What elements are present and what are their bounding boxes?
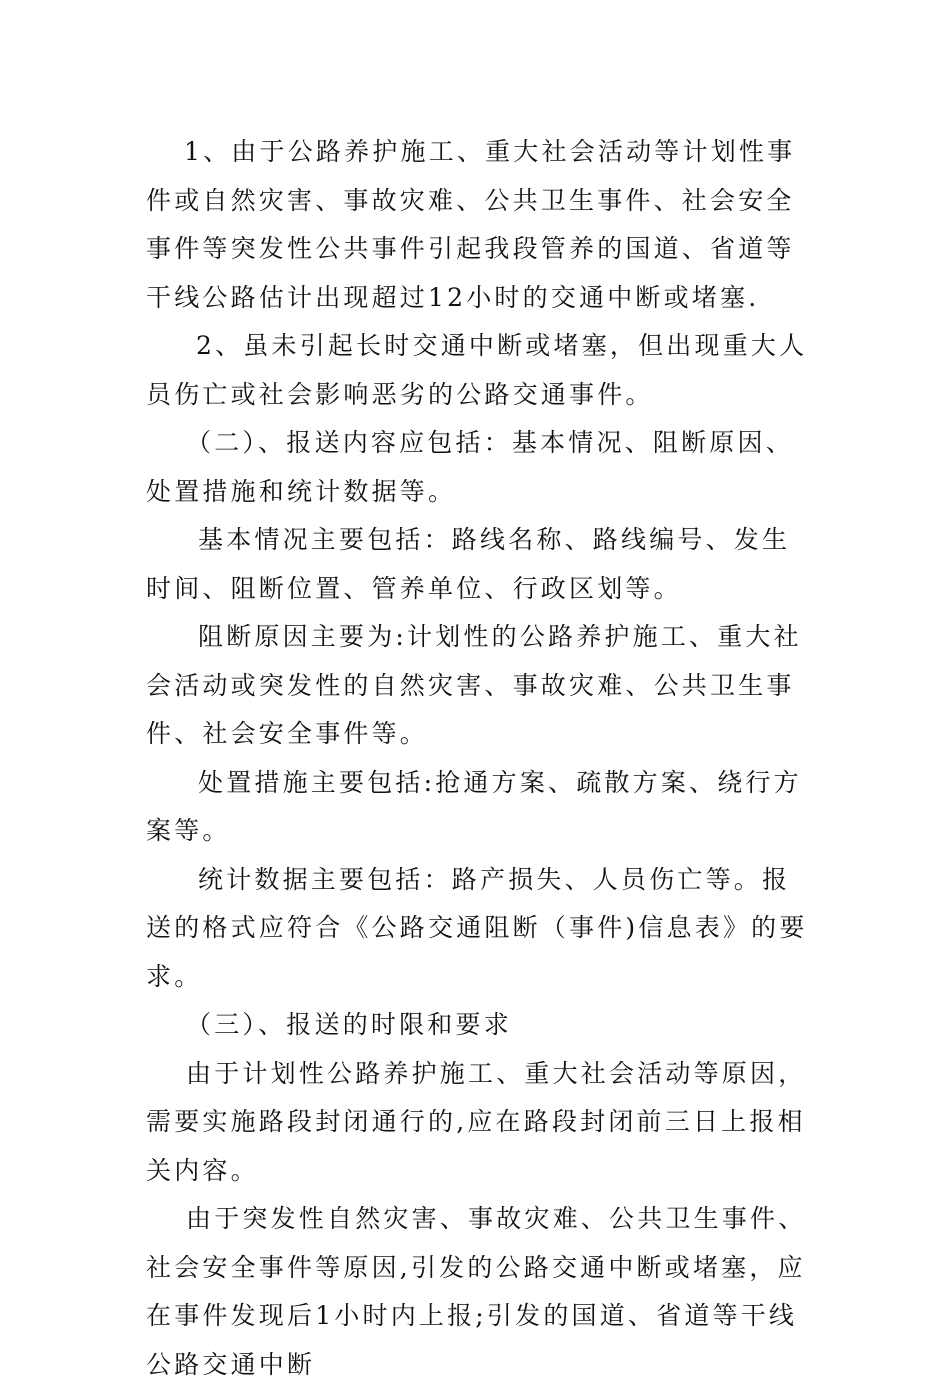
document-body <box>146 128 816 1389</box>
paragraph-blocking-cause: 阻断原因主要为:计划性的公路养护施工、重大社会活动或突发性的自然灾害、事故灾难、公共卫生事件、社会安全事件等。 <box>146 622 802 748</box>
paragraph-basic-info: 基本情况主要包括：路线名称、路线编号、发生时间、阻断位置、管养单位、行政区划等。 <box>146 525 791 603</box>
paragraph-statistics: 统计数据主要包括：路产损失、人员伤亡等。报送的格式应符合《公路交通阻断（事件)信息表》的要求。 <box>146 864 808 991</box>
paragraph-section-2: （二）、报送内容应包括：基本情况、阻断原因、处置措施和统计数据等。 <box>146 428 794 506</box>
paragraph-item-2: 2、虽未引起长时交通中断或堵塞，但出现重大人员伤亡或社会影响恶劣的公路交通事件。 <box>146 331 808 409</box>
paragraph-disposal-measures: 处置措施主要包括:抢通方案、疏散方案、绕行方案等。 <box>146 767 802 845</box>
paragraph-item-1: 1、由于公路养护施工、重大社会活动等计划性事件或自然灾害、事故灾难、公共卫生事件、社会安全事件等突发性公共事件引起我段管养的国道、省道等干线公路估计出现超过12小时的交通中断或堵塞. <box>146 137 796 312</box>
paragraph-planned-closure: 由于计划性公路养护施工、重大社会活动等原因，需要实施路段封闭通行的,应在路段封闭前三日上报相关内容。 <box>146 1058 807 1185</box>
paragraph-sudden-event: 由于突发性自然灾害、事故灾难、公共卫生事件、社会安全事件等原因,引发的公路交通中断或堵塞，应在事件发现后1小时内上报;引发的国道、省道等干线公路交通中断 <box>146 1204 807 1379</box>
paragraph-section-3: （三）、报送的时限和要求 <box>186 1010 512 1039</box>
